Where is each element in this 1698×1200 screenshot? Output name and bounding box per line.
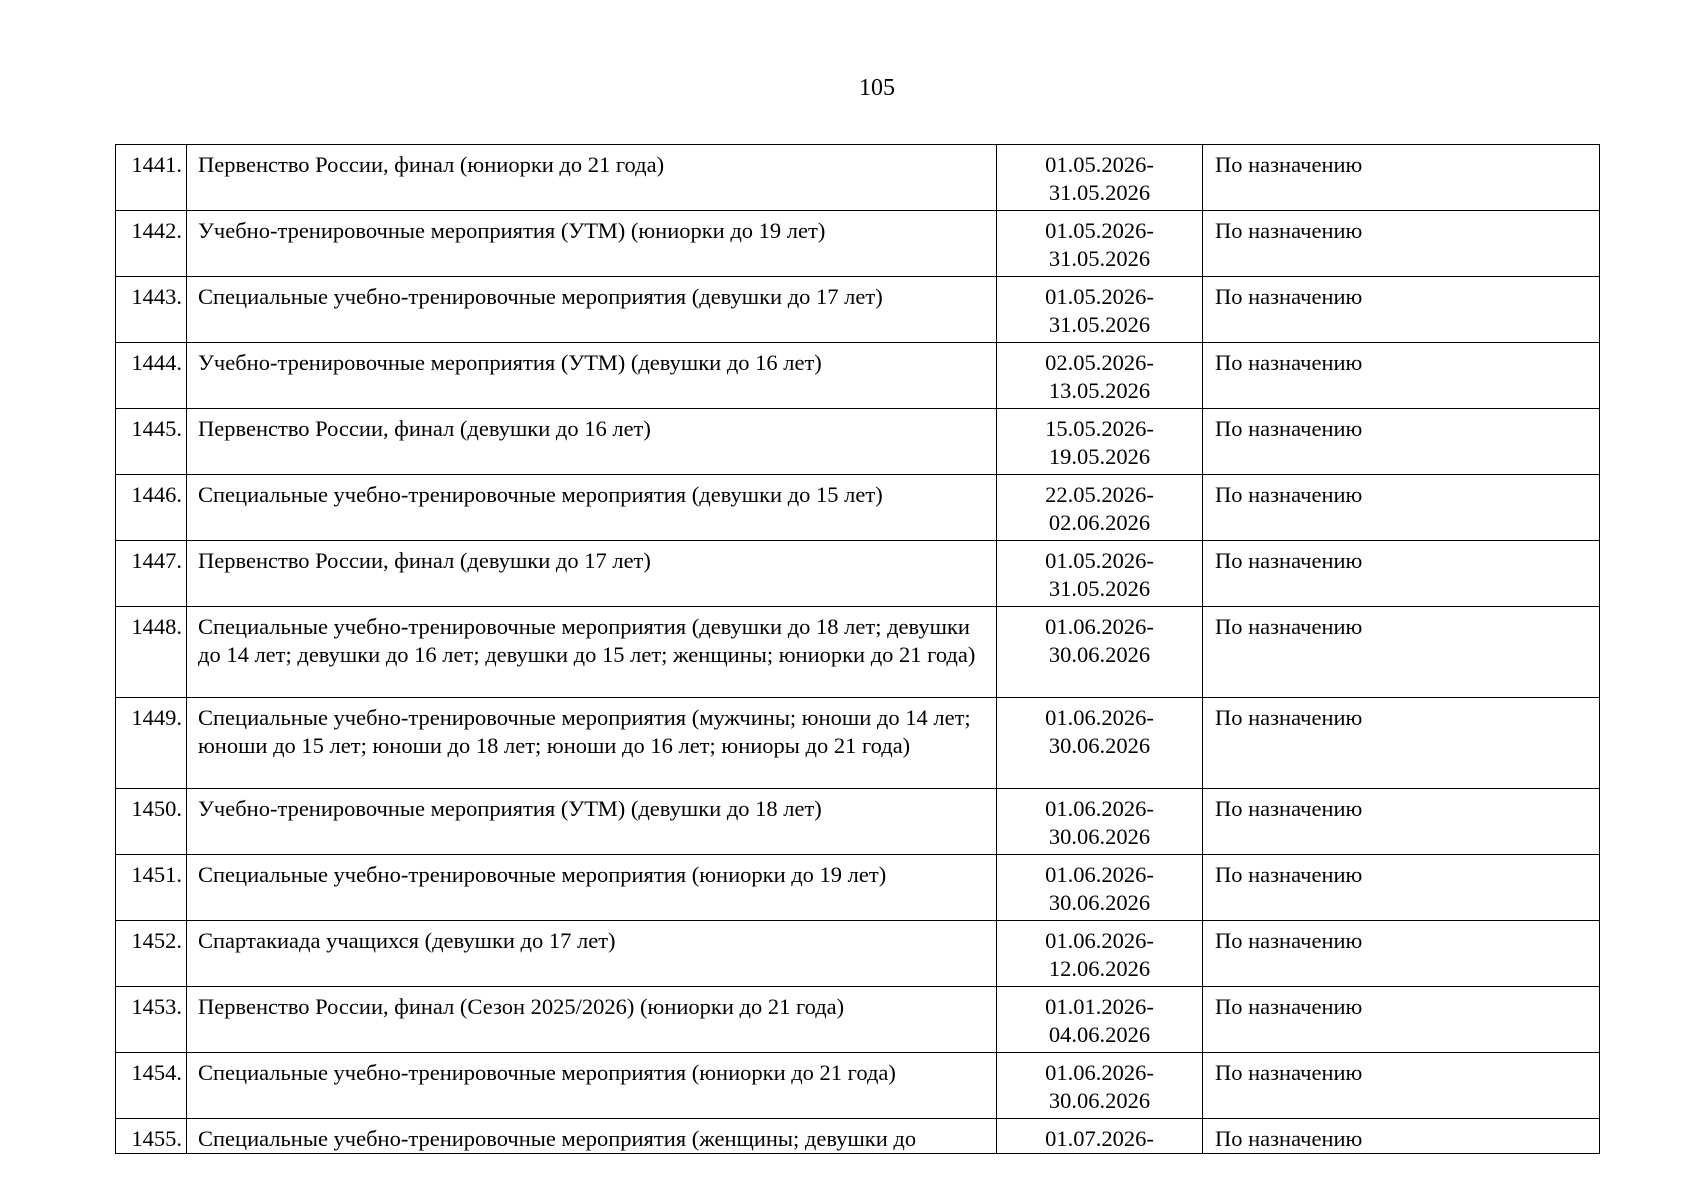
date-start: 15.05.2026- — [1045, 416, 1154, 441]
event-place: По назначению — [1203, 921, 1600, 987]
table-row — [116, 1053, 1600, 1119]
date-end: 31.05.2026 — [1048, 312, 1151, 337]
event-dates — [997, 475, 1203, 541]
event-dates — [997, 145, 1203, 211]
row-number: 1441. — [116, 145, 187, 211]
event-dates — [997, 789, 1203, 855]
date-start: 01.05.2026- — [1045, 152, 1154, 177]
row-number: 1452. — [116, 921, 187, 987]
table-row — [116, 1119, 1600, 1154]
table-row — [116, 475, 1600, 541]
date-start: 01.06.2026- — [1045, 862, 1154, 887]
date-end: 13.05.2026 — [1048, 378, 1151, 403]
date-start: 02.05.2026- — [1045, 350, 1154, 375]
event-place: По назначению — [1203, 698, 1600, 789]
event-dates — [997, 409, 1203, 475]
event-place: По назначению — [1203, 987, 1600, 1053]
table-row — [116, 698, 1600, 789]
row-number: 1448. — [116, 607, 187, 698]
row-number: 1454. — [116, 1053, 187, 1119]
date-start: 01.01.2026- — [1045, 994, 1154, 1019]
date-end: 31.05.2026 — [1048, 576, 1151, 601]
event-dates — [997, 921, 1203, 987]
row-number: 1447. — [116, 541, 187, 607]
date-end: 12.06.2026 — [1048, 956, 1151, 981]
table-row — [116, 541, 1600, 607]
event-name: Учебно-тренировочные мероприятия (УТМ) (девушки до 16 лет) — [187, 343, 997, 409]
event-name: Первенство России, финал (Сезон 2025/2026) (юниорки до 21 года) — [187, 987, 997, 1053]
event-place: По назначению — [1203, 277, 1600, 343]
date-end: 30.06.2026 — [1048, 824, 1151, 849]
event-name: Первенство России, финал (девушки до 17 лет) — [187, 541, 997, 607]
event-dates — [997, 1053, 1203, 1119]
date-end: 30.06.2026 — [1048, 642, 1151, 667]
event-name: Специальные учебно-тренировочные мероприятия (юниорки до 21 года) — [187, 1053, 997, 1119]
date-start: 01.05.2026- — [1045, 548, 1154, 573]
row-number: 1451. — [116, 855, 187, 921]
event-name: Специальные учебно-тренировочные мероприятия (юниорки до 19 лет) — [187, 855, 997, 921]
table-row — [116, 921, 1600, 987]
date-start: 01.06.2026- — [1045, 614, 1154, 639]
row-number: 1453. — [116, 987, 187, 1053]
row-number: 1450. — [116, 789, 187, 855]
event-dates — [997, 607, 1203, 698]
date-start: 01.06.2026- — [1045, 1060, 1154, 1085]
event-place: По назначению — [1203, 211, 1600, 277]
date-start: 01.06.2026- — [1045, 705, 1154, 730]
event-place: По назначению — [1203, 541, 1600, 607]
date-end: 31.05.2026 — [1048, 246, 1151, 271]
event-name: Учебно-тренировочные мероприятия (УТМ) (девушки до 18 лет) — [187, 789, 997, 855]
date-end: 30.06.2026 — [1048, 890, 1151, 915]
row-number: 1445. — [116, 409, 187, 475]
event-dates — [997, 855, 1203, 921]
table-row — [116, 343, 1600, 409]
event-dates — [997, 343, 1203, 409]
table-row — [116, 855, 1600, 921]
date-end: 31.05.2026 — [1048, 180, 1151, 205]
date-end: 30.06.2026 — [1048, 733, 1151, 758]
date-end: 04.06.2026 — [1048, 1022, 1151, 1047]
table-row — [116, 409, 1600, 475]
event-place: По назначению — [1203, 1053, 1600, 1119]
event-name: Первенство России, финал (девушки до 16 лет) — [187, 409, 997, 475]
row-number: 1443. — [116, 277, 187, 343]
event-dates — [997, 211, 1203, 277]
row-number: 1442. — [116, 211, 187, 277]
event-name: Учебно-тренировочные мероприятия (УТМ) (юниорки до 19 лет) — [187, 211, 997, 277]
date-start: 01.06.2026- — [1045, 796, 1154, 821]
event-place: По назначению — [1203, 475, 1600, 541]
table-row — [116, 277, 1600, 343]
date-start: 01.07.2026- — [1045, 1126, 1154, 1151]
date-end: 02.06.2026 — [1048, 510, 1151, 535]
row-number: 1449. — [116, 698, 187, 789]
table-row — [116, 145, 1600, 211]
event-place: По назначению — [1203, 789, 1600, 855]
table-row — [116, 211, 1600, 277]
event-place: По назначению — [1203, 1119, 1600, 1154]
event-name: Специальные учебно-тренировочные мероприятия (девушки до 18 лет; девушки до 14 лет; девушки до 16 лет; девушки до 15 лет; женщины; юниорки до 21 года) — [187, 607, 997, 698]
row-number: 1455. — [116, 1119, 187, 1154]
event-name: Спартакиада учащихся (девушки до 17 лет) — [187, 921, 997, 987]
date-end: 19.05.2026 — [1048, 444, 1151, 469]
event-dates — [997, 987, 1203, 1053]
event-dates — [997, 1119, 1203, 1154]
page-number: 105 — [859, 75, 895, 101]
event-place: По назначению — [1203, 145, 1600, 211]
date-end: 30.06.2026 — [1048, 1088, 1151, 1113]
row-number: 1444. — [116, 343, 187, 409]
event-name: Специальные учебно-тренировочные мероприятия (девушки до 15 лет) — [187, 475, 997, 541]
date-start: 01.05.2026- — [1045, 218, 1154, 243]
table-row — [116, 607, 1600, 698]
date-start: 22.05.2026- — [1045, 482, 1154, 507]
event-name: Первенство России, финал (юниорки до 21 года) — [187, 145, 997, 211]
event-name: Специальные учебно-тренировочные мероприятия (женщины; девушки до — [187, 1119, 997, 1154]
events-table — [115, 144, 1600, 1154]
event-dates — [997, 277, 1203, 343]
row-number: 1446. — [116, 475, 187, 541]
date-start: 01.06.2026- — [1045, 928, 1154, 953]
event-place: По назначению — [1203, 409, 1600, 475]
event-name: Специальные учебно-тренировочные мероприятия (девушки до 17 лет) — [187, 277, 997, 343]
date-start: 01.05.2026- — [1045, 284, 1154, 309]
event-place: По назначению — [1203, 607, 1600, 698]
table-row — [116, 987, 1600, 1053]
event-dates — [997, 541, 1203, 607]
event-place: По назначению — [1203, 343, 1600, 409]
event-place: По назначению — [1203, 855, 1600, 921]
table-row — [116, 789, 1600, 855]
event-name: Специальные учебно-тренировочные мероприятия (мужчины; юноши до 14 лет; юноши до 15 лет; юноши до 18 лет; юноши до 16 лет; юниоры до 21 года) — [187, 698, 997, 789]
event-dates — [997, 698, 1203, 789]
